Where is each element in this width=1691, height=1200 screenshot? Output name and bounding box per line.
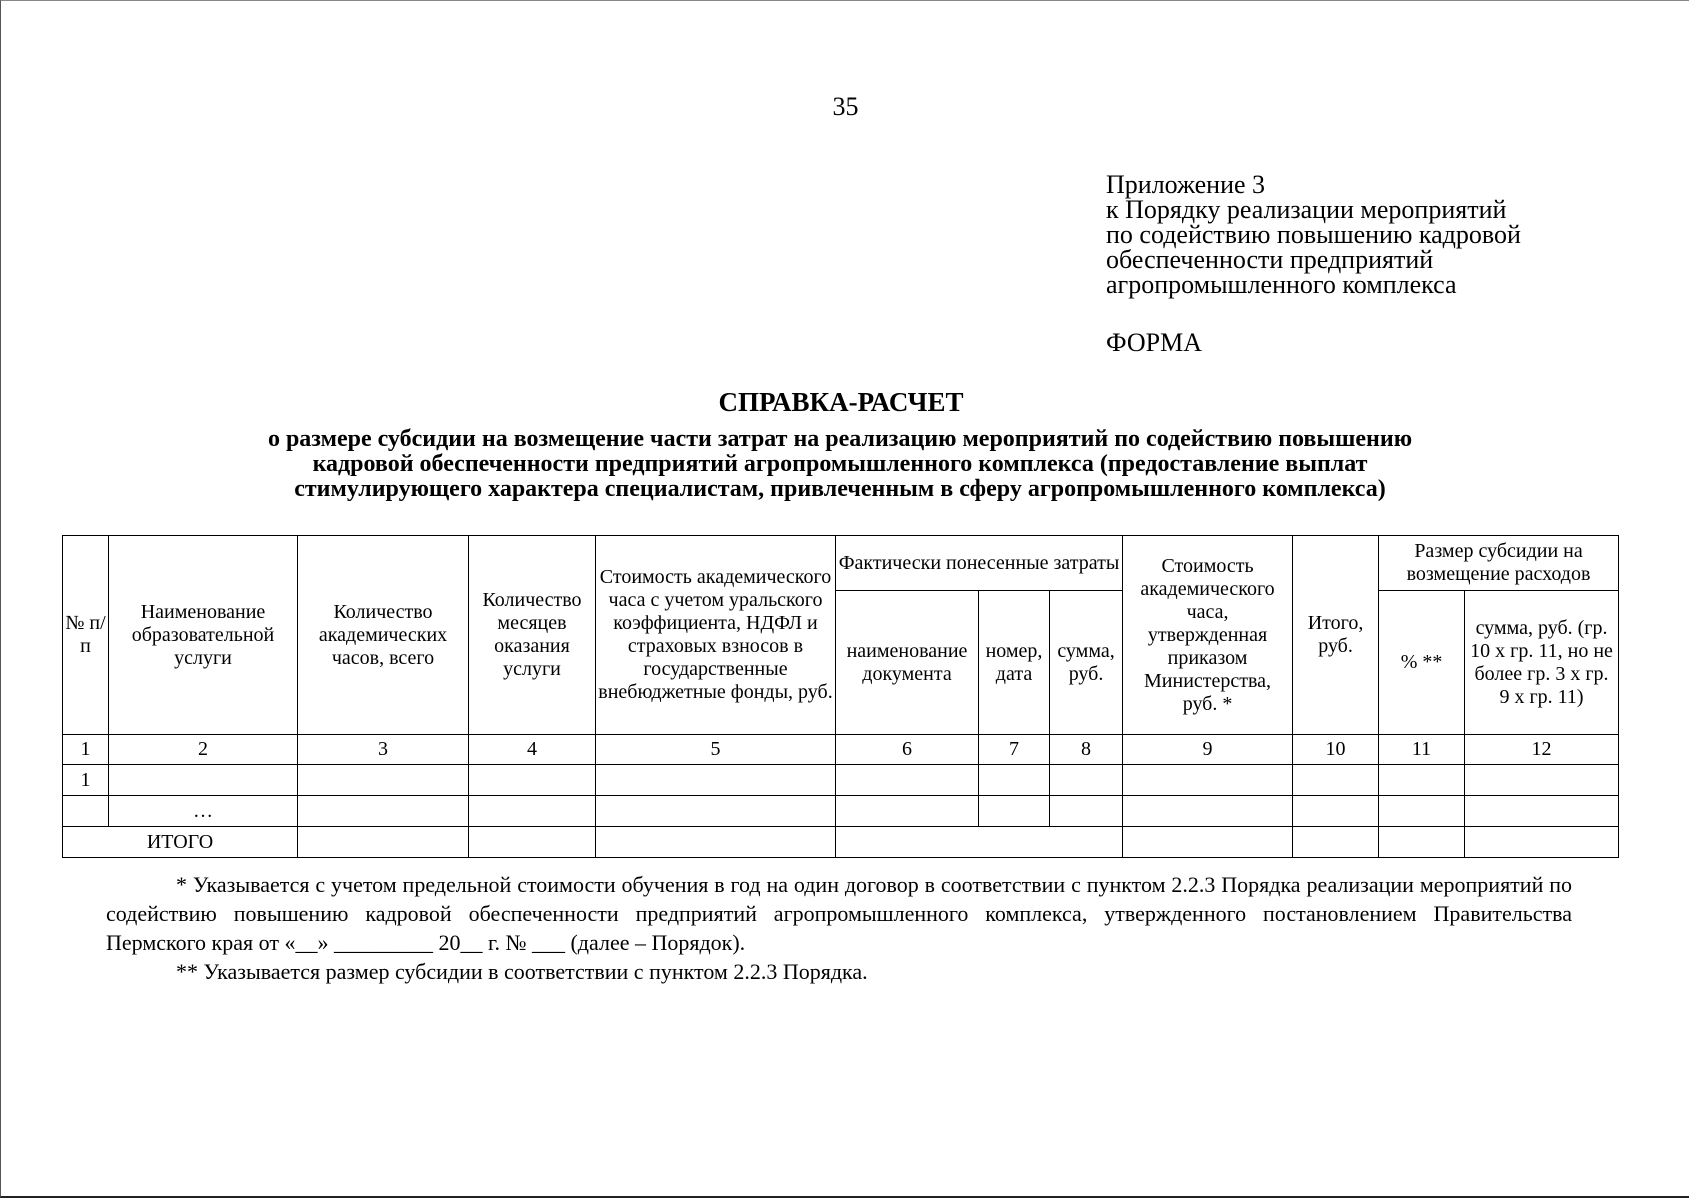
header-col-document-name: наименование документа: [836, 591, 979, 735]
footnote-1: * Указывается с учетом предельной стоимости обучения в год на один договор в соответствии с пунктом 2.2.3 Порядка реализации мероприятий по содействию повышению кадровой обеспеченности предприятий агропромышленного комплекса, утвержденного постановлением Правительства Пермского края от «__» _________ 20__ г. № ___ (далее – Порядок).: [106, 872, 1572, 955]
header-col-percent: % **: [1379, 591, 1465, 735]
header-group-subsidy: Размер субсидии на возмещение расходов: [1379, 536, 1619, 591]
header-col-months: Количество месяцев оказания услуги: [469, 536, 596, 735]
table-cell: [469, 765, 596, 796]
table-cell: [1293, 796, 1379, 827]
column-number: 3: [298, 735, 469, 765]
table-cell: [1123, 765, 1293, 796]
column-number: 8: [1050, 735, 1123, 765]
column-number: 11: [1379, 735, 1465, 765]
table-cell: [63, 796, 109, 827]
column-number: 1: [63, 735, 109, 765]
subtitle-line: стимулирующего характера специалистам, привлеченным в сферу агропромышленного комплекса): [294, 476, 1386, 502]
header-col-hour-cost: Стоимость академического часа с учетом уральского коэффициента, НДФЛ и страховых взносов в государственные внебюджетные фонды, руб.: [596, 536, 836, 735]
column-number: 12: [1465, 735, 1619, 765]
table-row: [63, 765, 1619, 796]
appendix-line: обеспеченности предприятий: [1106, 245, 1434, 274]
table-cell: [596, 796, 836, 827]
column-number: 4: [469, 735, 596, 765]
table-cell: [1379, 796, 1465, 827]
table-cell: [1050, 765, 1123, 796]
table-cell: [298, 796, 469, 827]
table-cell: [596, 765, 836, 796]
column-number: 6: [836, 735, 979, 765]
column-number: 5: [596, 735, 836, 765]
calculation-table: [62, 535, 1619, 858]
table-cell: [1465, 796, 1619, 827]
table-cell: [836, 796, 979, 827]
table-cell: [1465, 827, 1619, 858]
table-cell: [469, 827, 596, 858]
table-cell: [1123, 827, 1293, 858]
page-number: 35: [832, 92, 859, 121]
column-number: 7: [979, 735, 1050, 765]
header-col-hours: Количество академических часов, всего: [298, 536, 469, 735]
table-cell: [1465, 765, 1619, 796]
appendix-line: к Порядку реализации мероприятий: [1106, 195, 1507, 224]
appendix-line: агропромышленного комплекса: [1106, 270, 1457, 299]
appendix-line: по содействию повышению кадровой: [1106, 220, 1521, 249]
table-cell: [1293, 765, 1379, 796]
header-col-service-name: Наименование образовательной услуги: [109, 536, 298, 735]
table-cell: [1050, 796, 1123, 827]
table-cell: [109, 765, 298, 796]
subtitle-line: о размере субсидии на возмещение части затрат на реализацию мероприятий по содействию повышению: [267, 426, 1413, 452]
header-col-sum: сумма, руб.: [1050, 591, 1123, 735]
appendix-line: Приложение 3: [1106, 170, 1266, 199]
table-cell: [596, 827, 836, 858]
document-title: СПРАВКА-РАСЧЕТ: [718, 387, 964, 417]
row-number: 1: [63, 765, 109, 796]
table-cell: [298, 765, 469, 796]
total-row: [63, 827, 1619, 858]
column-number-row: [63, 735, 1619, 765]
table-cell: [979, 765, 1050, 796]
total-label: ИТОГО: [63, 827, 298, 858]
header-col-subsidy-sum: сумма, руб. (гр. 10 х гр. 11, но не более гр. 3 х гр. 9 х гр. 11): [1465, 591, 1619, 735]
column-number: 2: [109, 735, 298, 765]
appendix-block: [1106, 172, 1521, 297]
footnotes: [106, 870, 1572, 986]
document-subtitle: [100, 427, 1580, 502]
header-group-actual-costs: Фактически понесенные затраты: [836, 536, 1123, 591]
table-row: [63, 796, 1619, 827]
row-ellipsis: …: [109, 796, 298, 827]
table-cell: [298, 827, 469, 858]
header-col-number: № п/п: [63, 536, 109, 735]
table-cell: [1379, 765, 1465, 796]
table-cell: [836, 827, 1123, 858]
header-col-number-date: номер, дата: [979, 591, 1050, 735]
header-col-total: Итого, руб.: [1293, 536, 1379, 735]
column-number: 9: [1123, 735, 1293, 765]
header-col-approved-cost: Стоимость академического часа, утвержденная приказом Министерства, руб. *: [1123, 536, 1293, 735]
table-cell: [1123, 796, 1293, 827]
footnote-2: ** Указывается размер субсидии в соответствии с пунктом 2.2.3 Порядка.: [176, 959, 868, 984]
column-number: 10: [1293, 735, 1379, 765]
table-cell: [1379, 827, 1465, 858]
form-label: ФОРМА: [1106, 328, 1202, 357]
table-cell: [1293, 827, 1379, 858]
table-cell: [469, 796, 596, 827]
table-cell: [836, 765, 979, 796]
table-cell: [979, 796, 1050, 827]
subtitle-line: кадровой обеспеченности предприятий агропромышленного комплекса (предоставление выплат: [312, 451, 1368, 477]
